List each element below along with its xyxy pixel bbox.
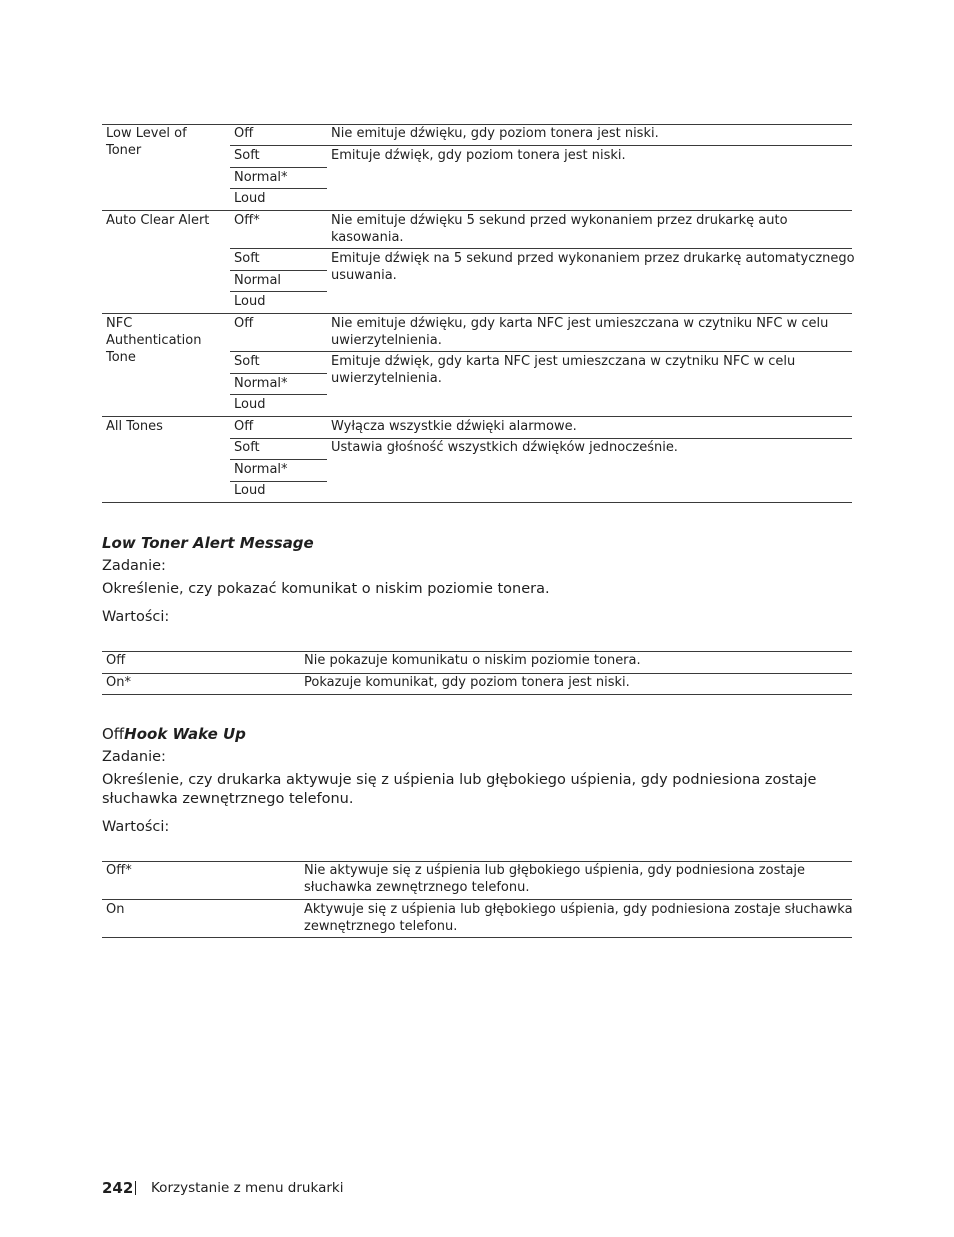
row-rule [230,291,327,292]
group-rule [102,210,852,211]
group-rule [102,416,852,417]
option-description: Pokazuje komunikat, gdy poziom tonera jest niski. [304,675,630,690]
setting-value: Off [234,126,254,141]
option-value: Off [106,653,126,668]
setting-description: Nie emituje dźwięku, gdy karta NFC jest umieszczana w czytniku NFC w celu uwierzytelnienia. [331,316,829,348]
setting-value: Off [234,419,254,434]
setting-value: Soft [234,440,260,455]
row-rule [102,899,852,900]
group-rule [102,313,852,314]
row-rule [230,373,327,374]
setting-value: Normal* [234,376,288,391]
setting-name: All Tones [106,419,163,434]
setting-value: Loud [234,397,266,412]
option-value: On* [106,675,131,690]
row-rule [230,188,327,189]
setting-value: Off [234,316,254,331]
table-bottom-rule [102,937,852,938]
option-description: Nie pokazuje komunikatu o niskim poziomie tonera. [304,653,641,668]
purpose-label: Zadanie: [102,558,166,574]
option-description: Nie aktywuje się z uśpienia lub głębokiego uśpienia, gdy podniesiona zostaje słuchawka zewnętrznego telefonu. [304,863,806,895]
option-value: Off* [106,863,132,878]
purpose-text: Określenie, czy pokazać komunikat o niskim poziomie tonera. [102,581,550,597]
setting-name: Auto Clear Alert [106,213,210,228]
section-heading: Low Toner Alert Message [102,534,314,552]
setting-value: Normal* [234,170,288,185]
page-number: 242 [102,1179,134,1197]
row-rule [230,145,852,146]
setting-value: Soft [234,148,260,163]
setting-value: Soft [234,251,260,266]
setting-value: Off* [234,213,260,228]
table-bottom-rule [102,694,852,695]
setting-description: Emituje dźwięk, gdy poziom tonera jest niski. [331,148,626,163]
section-heading: OffHook Wake Up [102,725,246,743]
row-rule [230,270,327,271]
footer-separator [135,1181,136,1195]
setting-value: Normal* [234,462,288,477]
purpose-text: Określenie, czy drukarka aktywuje się z uśpienia lub głębokiego uśpienia, gdy podniesiona zostaje słuchawka zewnętrznego telefonu. [102,772,817,807]
setting-description: Nie emituje dźwięku, gdy poziom tonera jest niski. [331,126,659,141]
setting-description: Wyłącza wszystkie dźwięki alarmowe. [331,419,577,434]
row-rule [230,394,327,395]
purpose-label: Zadanie: [102,749,166,765]
setting-description: Ustawia głośność wszystkich dźwięków jednocześnie. [331,440,678,455]
setting-value: Soft [234,354,260,369]
setting-name: NFC Authentication Tone [106,316,202,365]
setting-description: Emituje dźwięk, gdy karta NFC jest umieszczana w czytniku NFC w celu uwierzytelnienia. [331,354,796,386]
setting-value: Loud [234,294,266,309]
values-label: Wartości: [102,609,170,625]
setting-description: Nie emituje dźwięku 5 sekund przed wykonaniem przez drukarkę auto kasowania. [331,213,788,245]
setting-value: Loud [234,483,266,498]
row-rule [230,248,852,249]
values-label: Wartości: [102,819,170,835]
row-rule [230,351,852,352]
option-description: Aktywuje się z uśpienia lub głębokiego uśpienia, gdy podniesiona zostaje słuchawka zewnętrznego telefonu. [304,902,853,934]
setting-value: Loud [234,191,266,206]
table-bottom-rule [102,502,852,503]
setting-name: Low Level of Toner [106,126,187,158]
row-rule [230,459,327,460]
footer-section-title: Korzystanie z menu drukarki [151,1180,344,1196]
row-rule [230,167,327,168]
option-value: On [106,902,125,917]
setting-value: Normal [234,273,282,288]
setting-description: Emituje dźwięk na 5 sekund przed wykonaniem przez drukarkę automatycznego usuwania. [331,251,855,283]
